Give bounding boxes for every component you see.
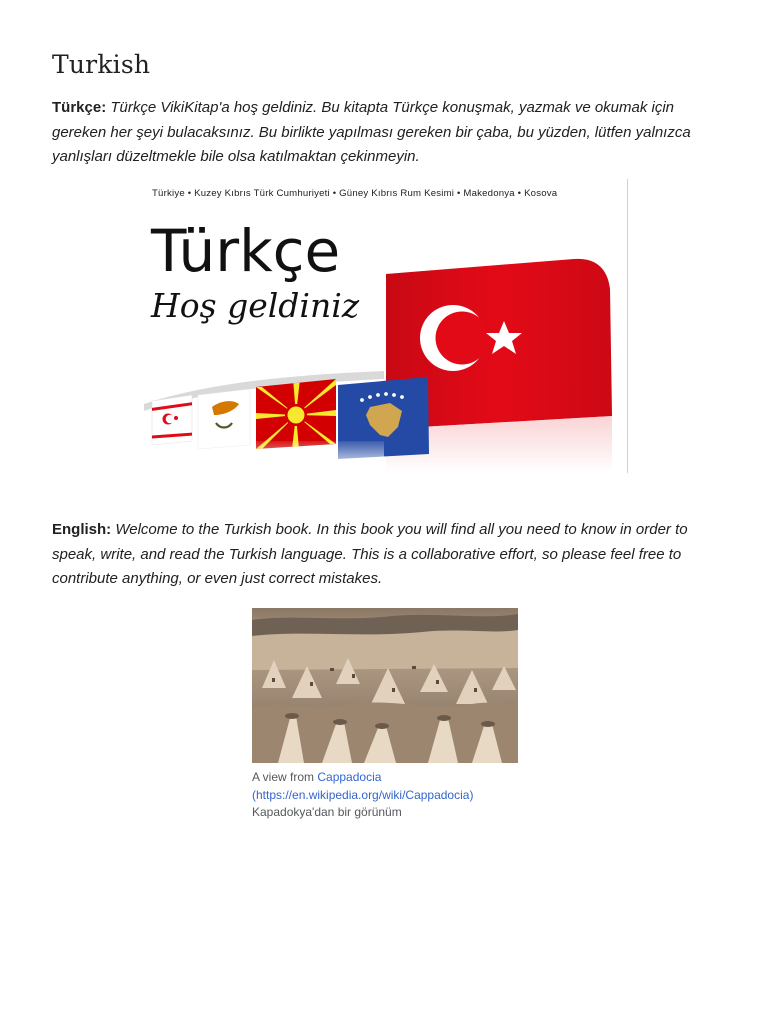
turkish-label: Türkçe: (52, 99, 107, 116)
cappadocia-photo (252, 608, 518, 763)
english-label: English: (52, 521, 112, 538)
english-text: Welcome to the Turkish book. In this book you will find all you need to know in order to speak, write, and read the Turkish language. This is a collaborative effort, so please feel free to contribute anything, or even just correct mistakes. (52, 521, 688, 587)
english-paragraph (52, 518, 717, 592)
caption-turkish-line: Kapadokya'dan bir görünüm (252, 805, 402, 819)
page-title: Turkish (52, 50, 151, 79)
welcome-banner-image (144, 179, 628, 473)
cyprus-flag (198, 389, 250, 449)
banner-countries-line: Türkiye • Kuzey Kıbrıs Türk Cumhuriyeti • Güney Kıbrıs Rum Kesimi • Makedonya • Kosova (152, 188, 558, 199)
northern-cyprus-flag (152, 395, 192, 445)
photo-caption (252, 769, 522, 822)
caption-prefix: A view from (252, 770, 318, 784)
turkish-paragraph (52, 96, 717, 170)
cappadocia-link[interactable]: Cappadocia (https://en.wikipedia.org/wiki/Cappadocia) (252, 770, 474, 802)
macedonia-flag (256, 379, 336, 449)
banner-heading: Türkçe (151, 217, 341, 285)
banner-subheading: Hoş geldiniz (151, 286, 360, 325)
turkish-text: Türkçe VikiKitap'a hoş geldiniz. Bu kitapta Türkçe konuşmak, yazmak ve okumak için gereken her şeyi bulacaksınız. Bu birlikte yapılması gereken bir çaba, bu yüzden, lütfen yalnızca yanlışları düzeltmekle bile olsa katılmaktan çekinmeyin. (52, 99, 691, 165)
banner-flags-graphic (144, 179, 628, 473)
